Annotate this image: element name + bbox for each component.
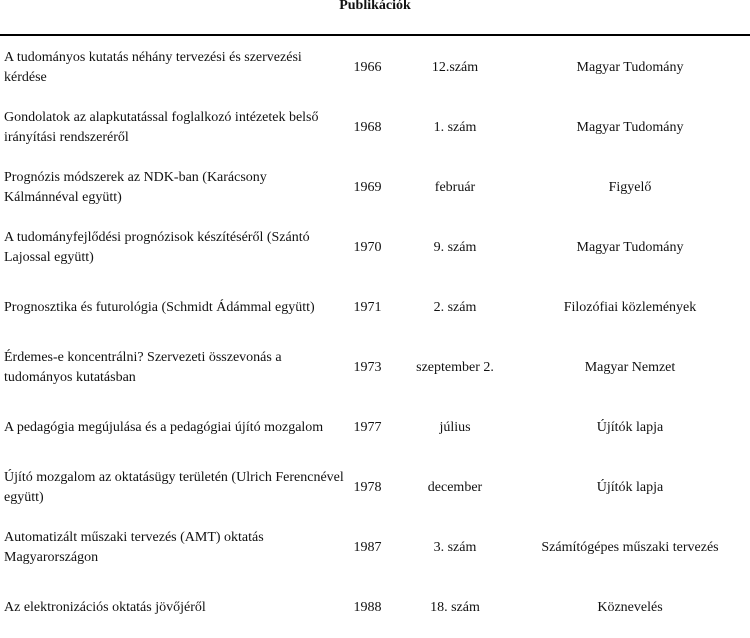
- publication-title: Újító mozgalom az oktatásügy területén (Ulrich Ferencnével együtt): [4, 470, 344, 505]
- publication-issue-cell: [395, 458, 515, 518]
- table-row: [0, 398, 750, 458]
- table-row: [0, 278, 750, 338]
- publication-year-cell: [340, 578, 395, 638]
- publication-title-cell: [4, 278, 344, 338]
- table-row: [0, 578, 750, 638]
- publication-year-cell: [340, 458, 395, 518]
- publication-year: 1966: [353, 60, 382, 75]
- table-row: [0, 458, 750, 518]
- publication-journal: Magyar Tudomány: [576, 120, 684, 135]
- publication-issue: 12.szám: [431, 60, 479, 75]
- publication-year: 1970: [353, 240, 382, 255]
- publication-issue: szeptember 2.: [416, 360, 494, 375]
- publication-year-cell: [340, 98, 395, 158]
- publication-issue-cell: [395, 218, 515, 278]
- publication-journal-cell: [515, 38, 745, 98]
- publication-journal-cell: [515, 278, 745, 338]
- header-rule: [0, 34, 750, 36]
- publication-title: Gondolatok az alapkutatással foglalkozó intézetek belső irányítási rendszeréről: [4, 110, 319, 145]
- publication-year: 1978: [353, 480, 382, 495]
- table-row: [0, 38, 750, 98]
- publication-title: Érdemes-e koncentrálni? Szervezeti összevonás a tudományos kutatásban: [4, 350, 282, 385]
- publication-title-cell: [4, 38, 344, 98]
- publication-journal-cell: [515, 578, 745, 638]
- publication-title-cell: [4, 578, 344, 638]
- publication-year-cell: [340, 338, 395, 398]
- publication-journal-cell: [515, 218, 745, 278]
- publication-journal-cell: [515, 458, 745, 518]
- table-row: [0, 518, 750, 578]
- publication-title-cell: [4, 398, 344, 458]
- publication-issue: február: [434, 180, 476, 195]
- publication-issue: 3. szám: [433, 540, 477, 555]
- publication-title: Automatizált műszaki tervezés (AMT) oktatás Magyarországon: [4, 530, 264, 565]
- publication-title: Az elektronizációs oktatás jövőjéről: [4, 600, 206, 615]
- table-row: [0, 338, 750, 398]
- publication-year: 1969: [353, 180, 382, 195]
- publication-issue-cell: [395, 38, 515, 98]
- table-row: [0, 98, 750, 158]
- publication-journal-cell: [515, 398, 745, 458]
- publication-title: Prognózis módszerek az NDK-ban (Karácsony Kálmánnéval együtt): [4, 170, 267, 205]
- publication-year-cell: [340, 158, 395, 218]
- publication-journal: Magyar Tudomány: [576, 240, 684, 255]
- publication-issue: július: [439, 420, 471, 435]
- publication-journal: Újítók lapja: [596, 480, 664, 495]
- publication-year: 1988: [353, 600, 382, 615]
- publication-year-cell: [340, 278, 395, 338]
- publication-journal-cell: [515, 518, 745, 578]
- publication-issue: 2. szám: [433, 300, 477, 315]
- publication-issue-cell: [395, 158, 515, 218]
- publication-issue: 18. szám: [430, 600, 480, 615]
- publication-year: 1977: [353, 420, 382, 435]
- publication-journal-cell: [515, 338, 745, 398]
- publication-year: 1971: [353, 300, 382, 315]
- publication-year-cell: [340, 398, 395, 458]
- page-title: Publikációk: [339, 0, 411, 13]
- publication-year: 1968: [353, 120, 382, 135]
- publication-title-cell: [4, 158, 344, 218]
- publication-title: A tudományos kutatás néhány tervezési és szervezési kérdése: [4, 50, 302, 85]
- publication-title-cell: [4, 458, 344, 518]
- publication-title-cell: [4, 98, 344, 158]
- publication-year: 1987: [353, 540, 382, 555]
- publication-journal: Újítók lapja: [596, 420, 664, 435]
- publication-issue-cell: [395, 98, 515, 158]
- publication-year: 1973: [353, 360, 382, 375]
- publication-title: A tudományfejlődési prognózisok készítéséről (Szántó Lajossal együtt): [4, 230, 310, 265]
- publication-title: A pedagógia megújulása és a pedagógiai újító mozgalom: [4, 420, 324, 435]
- publication-year-cell: [340, 38, 395, 98]
- publication-title-cell: [4, 338, 344, 398]
- publication-issue: 1. szám: [433, 120, 477, 135]
- publication-title-cell: [4, 518, 344, 578]
- publication-journal: Köznevelés: [597, 600, 663, 615]
- publication-issue: 9. szám: [433, 240, 477, 255]
- publication-title-cell: [4, 218, 344, 278]
- publication-issue-cell: [395, 578, 515, 638]
- publication-journal: Számítógépes műszaki tervezés: [541, 540, 719, 555]
- publication-issue-cell: [395, 518, 515, 578]
- publication-year-cell: [340, 518, 395, 578]
- publication-issue-cell: [395, 398, 515, 458]
- publication-title: Prognosztika és futurológia (Schmidt Ádámmal együtt): [4, 300, 315, 315]
- table-row: [0, 158, 750, 218]
- publication-journal: Filozófiai közlemények: [563, 300, 697, 315]
- publication-journal: Figyelő: [608, 180, 652, 195]
- table-row: [0, 218, 750, 278]
- publication-journal-cell: [515, 158, 745, 218]
- publication-issue-cell: [395, 338, 515, 398]
- publication-journal-cell: [515, 98, 745, 158]
- publication-issue: december: [427, 480, 483, 495]
- publication-journal: Magyar Tudomány: [576, 60, 684, 75]
- publication-issue-cell: [395, 278, 515, 338]
- publication-journal: Magyar Nemzet: [584, 360, 676, 375]
- publication-year-cell: [340, 218, 395, 278]
